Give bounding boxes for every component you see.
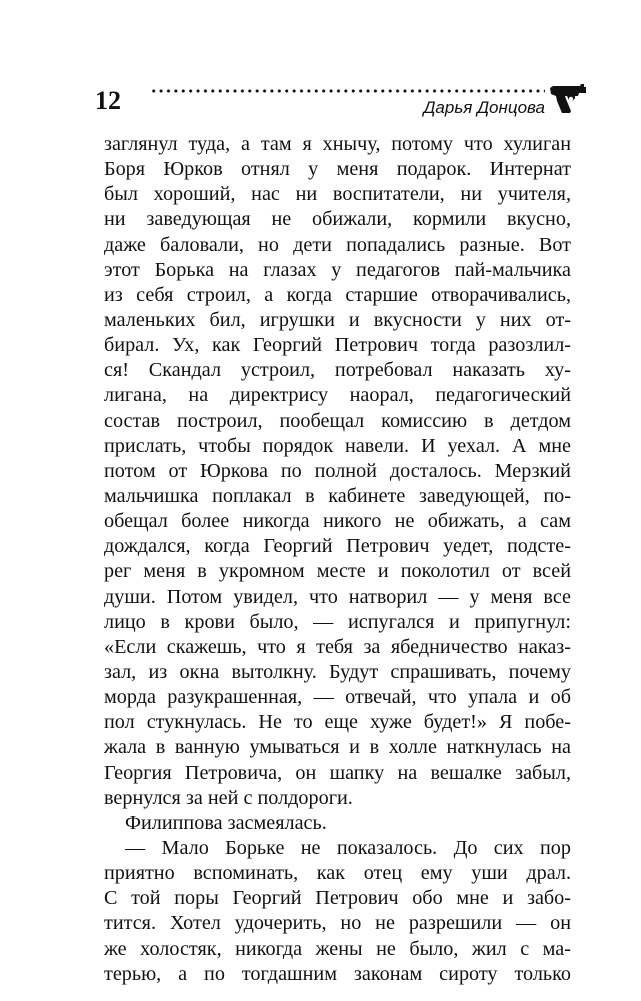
text-line: лицо в крови было, — испугался и припугнул: bbox=[104, 610, 571, 633]
text-line: «Если скажешь, что я тебя за ябедничество наказ- bbox=[104, 635, 571, 658]
text-line: обещал более никогда никого не обижать, а сам bbox=[104, 510, 571, 533]
text-line: ся! Скандал устроил, потребовал наказать ху- bbox=[104, 359, 571, 382]
text-line: ни заведующая не обижали, кормили вкусно, bbox=[104, 208, 571, 231]
text-line: прислать, чтобы порядок навели. И уехал. А мне bbox=[104, 434, 571, 457]
text-line: С той поры Георгий Петрович обо мне и забо- bbox=[104, 887, 571, 910]
text-line: маленьких бил, игрушки и вкусности у них от- bbox=[104, 308, 571, 331]
text-line: души. Потом увидел, что натворил — у меня все bbox=[104, 585, 571, 608]
text-line: терью, а по тогдашним законам сироту только bbox=[104, 962, 571, 985]
text-line: зал, из окна вытолкну. Будут спрашивать, почему bbox=[104, 660, 571, 683]
text-line: состав построил, пообещал комиссию в детдом bbox=[104, 409, 571, 432]
text-line: жала в ванную умываться и в холле наткнулась на bbox=[104, 736, 571, 759]
text-line: был хороший, нас ни воспитатели, ни учителя, bbox=[104, 183, 571, 206]
text-line: тится. Хотел удочерить, но не разрешили — он bbox=[104, 912, 571, 935]
text-line: приятно вспоминать, как отец ему уши драл. bbox=[104, 862, 571, 885]
page-number: 12 bbox=[95, 86, 121, 115]
text-line: мальчишка поплакал в кабинете заведующей, по- bbox=[104, 484, 571, 507]
running-head-author: Дарья Донцова bbox=[423, 98, 545, 117]
text-line: — Мало Борьке не показалось. До сих пор bbox=[125, 836, 571, 859]
text-line: заглянул туда, а там я хнычу, потому что хулиган bbox=[104, 133, 571, 155]
text-line: Филиппова засмеялась. bbox=[125, 811, 327, 834]
text-line: рег меня в укромном месте и поколотил от всей bbox=[104, 560, 571, 583]
text-line: пол стукнулась. Не то еще хуже будет!» Я побе- bbox=[104, 711, 571, 734]
text-line: же холостяк, никогда жены не было, жил с ма- bbox=[104, 937, 571, 960]
body-text bbox=[104, 132, 571, 987]
text-line: из себя строил, а когда старшие отворачивались, bbox=[104, 283, 571, 306]
text-line: этот Борька на глазах у педагогов пай-мальчика bbox=[104, 258, 571, 281]
revolver-icon bbox=[549, 84, 587, 114]
text-line: Георгия Петровича, он шапку на вешалке забыл, bbox=[104, 761, 571, 784]
text-line: Боря Юрков отнял у меня подарок. Интернат bbox=[104, 158, 571, 181]
text-line: дождался, когда Георгий Петрович уедет, подсте- bbox=[104, 535, 571, 558]
text-line: вернулся за ней с полдороги. bbox=[104, 786, 353, 809]
text-line: бирал. Ух, как Георгий Петрович тогда разозлил- bbox=[104, 334, 571, 357]
text-line: потом от Юркова по полной досталось. Мерзкий bbox=[104, 459, 571, 482]
header-dotted-rule bbox=[150, 89, 545, 93]
text-line: морда разукрашенная, — отвечай, что упала и об bbox=[104, 686, 571, 709]
text-line: даже баловали, но дети попадались разные. Вот bbox=[104, 233, 571, 256]
text-line: лигана, на директрису наорал, педагогический bbox=[104, 384, 571, 407]
